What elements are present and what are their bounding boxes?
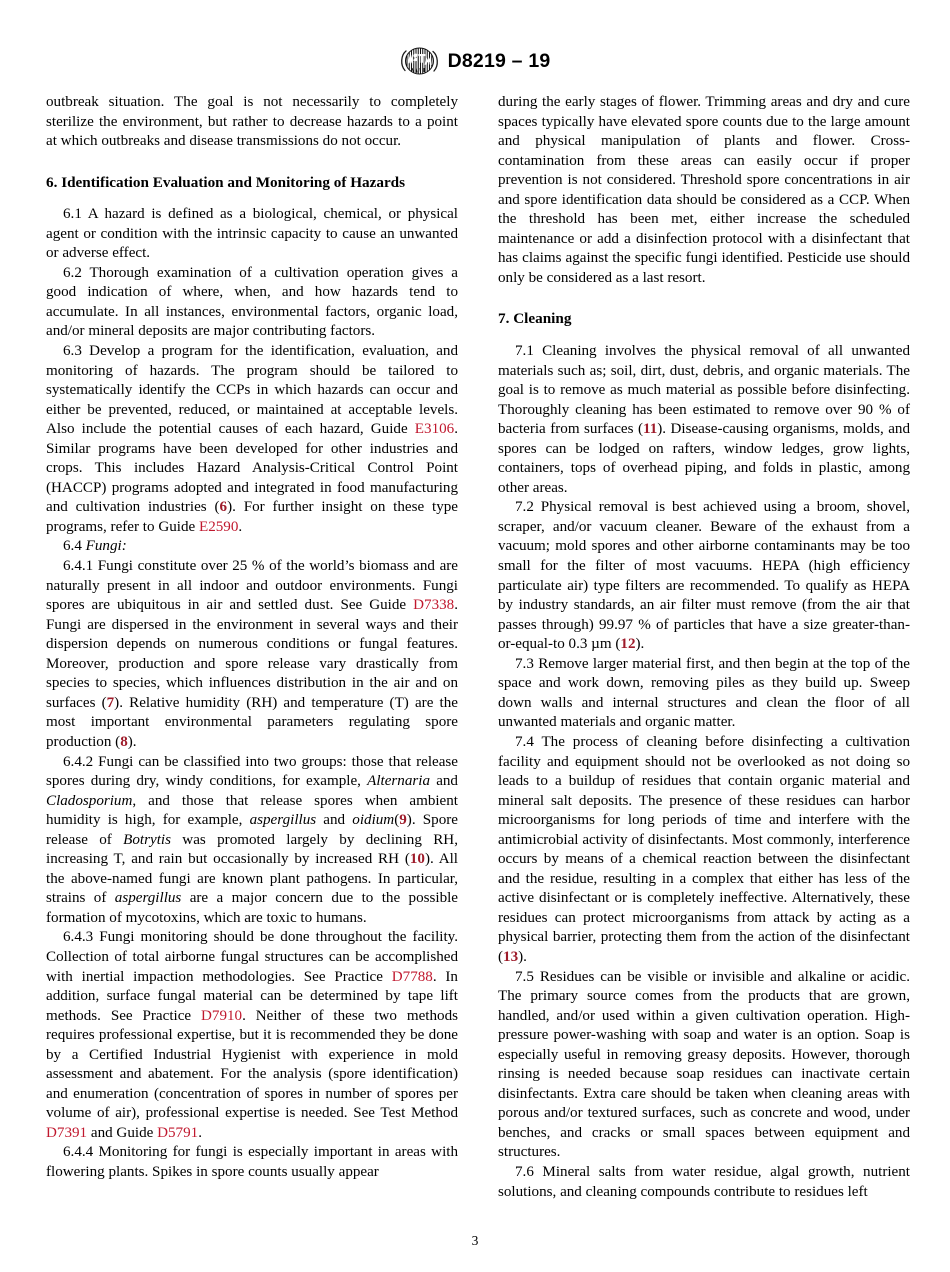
text-run: ). All the above-named fungi are known plant pathogens. In particular, strains of [46,851,458,907]
species-name-aspergillus-2: aspergillus [114,890,182,907]
species-name-oidium: oidium [352,812,395,829]
paragraph-6-4-1 [46,557,458,752]
species-name-aspergillus: aspergillus [249,812,317,829]
standard-reference-e3106[interactable]: E3106 [414,421,455,438]
text-run: was promoted largely by declining RH, increasing T, and rain but occasionally by increased RH ( [46,831,458,868]
text-run: . Neither of these two methods requires professional expertise, but it is recommended they be done by a Certified Industrial Hygienist with experience in mold assessment and abatement. For the analysis (spore identification) and enumeration (concentration of spores in number of spores per volume of air), professional expertise is needed. See Test Method [46,1007,458,1122]
text-run: ). [635,636,645,653]
paragraph-7-4 [498,733,910,968]
paragraph-continued-outbreak: outbreak situation. The goal is not necessarily to completely sterilize the environment, but rather to decrease hazards to a point at which outbreaks and disease transmissions do not occur. [46,94,458,150]
paragraph-6-1: 6.1 A hazard is defined as a biological, chemical, or physical agent or condition with the intrinsic capacity to cause an unwanted or adverse effect. [46,206,458,262]
text-run: . Similar programs have been developed for other industries and crops. This includes Hazard Analysis-Critical Control Point (HACCP) programs adopted and integrated in food manufacturing and cultivation industries ( [46,421,458,516]
species-name-alternaria: Alternaria [367,773,430,790]
species-name-botrytis: Botrytis [123,831,171,848]
text-run: ). Disease-causing organisms, molds, and spores can be lodged on rafters, window ledges, grow lights, containers, tops of overhead piping, and folds in plastic, among other areas. [498,421,911,496]
paragraph-6-4-2 [46,753,458,929]
text-run: are a major concern due to the possible formation of mycotoxins, which are toxic to humans. [46,890,459,926]
paragraph-6-4-title [46,537,458,557]
paragraph-6-4-4: 6.4.4 Monitoring for fungi is especially important in areas with flowering plants. Spikes in spore counts usually appear [46,1144,458,1180]
paragraph-6-2: 6.2 Thorough examination of a cultivation operation gives a good indication of where, when, and how hazards tend to accumulate. In all instances, environmental factors, organic load, and/or mineral deposits are major contributing factors. [46,264,458,340]
text-run: and [316,812,353,829]
page-header [0,44,950,78]
bibliography-reference-6[interactable]: 6 [219,499,228,516]
subsection-title-fungi: Fungi: [85,538,127,555]
text-run: ). For further insight on these type programs, refer to Guide [46,499,459,535]
standard-reference-d5791[interactable]: D5791 [157,1124,199,1141]
text-run: ( [394,812,400,829]
page-footer [0,1232,950,1250]
document-designation: D8219 – 19 [447,49,551,72]
paragraph-7-5: 7.5 Residues can be visible or invisible and alkaline or acidic. The primary source comes from the products that are grown, handled, and/or used within a given cultivation operation. High-pressure power-washing with soap and water is an option. Soap is especially useful in removing greasy deposits. However, thorough rinsing is needed because soap residues can inactivate certain disinfectants. Extra care should be taken when cleaning areas with porous and/or textured surfaces, such as concrete and wood, under benches, and cracks or small spaces between equipment and structures. [498,968,910,1161]
bibliography-reference-11[interactable]: 11 [642,421,658,438]
text-run: 6.4 [63,538,86,555]
text-run: . [238,518,243,535]
text-run: ). Spore release of [46,812,458,848]
standard-reference-e2590[interactable]: E2590 [198,518,239,535]
bibliography-reference-9[interactable]: 9 [399,812,407,829]
paragraph-7-3: 7.3 Remove larger material first, and then begin at the top of the space and work down, removing piles as they build up. Sweep down walls and internal structures and clean the floor of all unwanted materials and organic matter. [498,655,910,731]
paragraph-continued-flower: during the early stages of flower. Trimming areas and dry and cure spaces typically have elevated spore counts due to the large amount and physical manipulation of plants and flower. Cross-contamination from these areas can easily occur if proper prevention is not considered. Threshold spore concentrations in air and spore identification data should be considered as a CCP. When the threshold has been met, either increase the scheduled maintenance or add a disinfection protocol with a disinfectant that has claims against the specific fungi identified. Pesticide use should only be considered as a last resort. [498,94,910,286]
bibliography-reference-7[interactable]: 7 [106,694,115,711]
species-name-cladosporium: Cladosporium [46,792,133,809]
text-run: 7.4 The process of cleaning before disinfecting a cultivation facility and equipment should not be overlooked as not doing so leads to a buildup of residues that contain organic material and mineral salt deposits. The presence of these residues can harbor microorganisms for long periods of time and interfere with the antimicrobial activity of disinfectants. Most commonly, interference occurs by means of a chemical reaction between the disinfectant and the residue, resulting in a complex that either has less of the active disinfectant or is completely ineffective. Alternatively, these residues can protect microorganisms from attack by acting as a physical barrier, protecting them from the action of the disinfectant ( [498,733,910,965]
bibliography-reference-8[interactable]: 8 [120,733,128,750]
standard-reference-d7338[interactable]: D7338 [413,597,455,614]
text-run: 6.4.3 Fungi monitoring should be done throughout the facility. Collection of total airborne fungal structures can be accomplished with inertial impaction methodologies. See Practice [46,929,458,985]
text-run: 7.2 Physical removal is best achieved using a broom, shovel, scraper, and/or vacuum cleaner. Beware of the exhaust from a vacuum; mold spores and other airborne contaminants may be too small for the filter of most vacuums. HEPA (high efficiency particulate air) type filters are recommended. To qualify as HEPA by industry standards, an air filter must remove (from the air that passes through) 99.97 % of particles that have a size greater-than-or-equal-to 0.3 µm ( [498,499,910,653]
heading-section-7: 7. Cleaning [498,310,572,328]
text-run: . [198,1124,202,1141]
text-run: ). [518,948,527,965]
text-run: ). [127,733,137,750]
text-run: 7.1 Cleaning involves the physical removal of all unwanted materials such as; soil, dirt, dust, debris, and organic materials. The goal is to remove as much material as possible before disinfecting. Thoroughly cleaning has been estimated to remove over 90 % of bacteria from surfaces ( [498,343,910,438]
standard-reference-d7788[interactable]: D7788 [391,968,433,985]
page-number: 3 [471,1233,479,1248]
bibliography-reference-12[interactable]: 12 [620,636,636,653]
right-column [498,93,910,1202]
astm-seal-icon [400,46,439,76]
text-run: 6.4.2 Fungi can be classified into two groups: those that release spores during dry, windy conditions, for example, [46,753,458,790]
heading-section-6: 6. Identification Evaluation and Monitoring of Hazards [46,173,406,191]
standard-reference-d7910[interactable]: D7910 [201,1007,243,1024]
text-run: and [430,773,458,790]
paragraph-7-6: 7.6 Mineral salts from water residue, algal growth, nutrient solutions, and cleaning compounds contribute to residues left [498,1163,910,1200]
standard-reference-d7391[interactable]: D7391 [46,1124,88,1141]
text-run: and Guide [87,1124,158,1141]
text-run: 6.3 Develop a program for the identification, evaluation, and monitoring of hazards. The program should be tailored to systematically identify the CCPs in which hazards can occur and either be prevented, reduced, or maintained at acceptable levels. Also include the potential causes of each hazard, Guide [46,343,458,438]
text-run: ). Relative humidity (RH) and temperature (T) are the most important environmental parameters regulating spore production ( [46,694,458,750]
paragraph-6-4-3 [46,928,458,1143]
left-column [46,93,458,1202]
paragraph-6-3 [46,342,458,537]
text-run: 6.4.1 Fungi constitute over 25 % of the world’s biomass and are naturally present in all indoor and outdoor environments. Fungi spores are ubiquitous in air and settled dust. See Guide [46,558,458,614]
paragraph-7-1 [498,342,910,498]
paragraph-7-2 [498,498,910,654]
text-run: . Fungi are dispersed in the environment in several ways and their dispersion depends on numerous conditions or fungal features. Moreover, production and spore release vary drastically from species to species, which influences distribution in the air and on surfaces ( [46,597,458,711]
text-run: , and those that release spores when ambient humidity is high, for example, [46,792,458,829]
two-column-body [46,93,910,1202]
bibliography-reference-10[interactable]: 10 [409,851,425,868]
bibliography-reference-13[interactable]: 13 [503,948,519,965]
text-run: . In addition, surface fungal material can be determined by tape lift methods. See Practice [46,968,458,1024]
